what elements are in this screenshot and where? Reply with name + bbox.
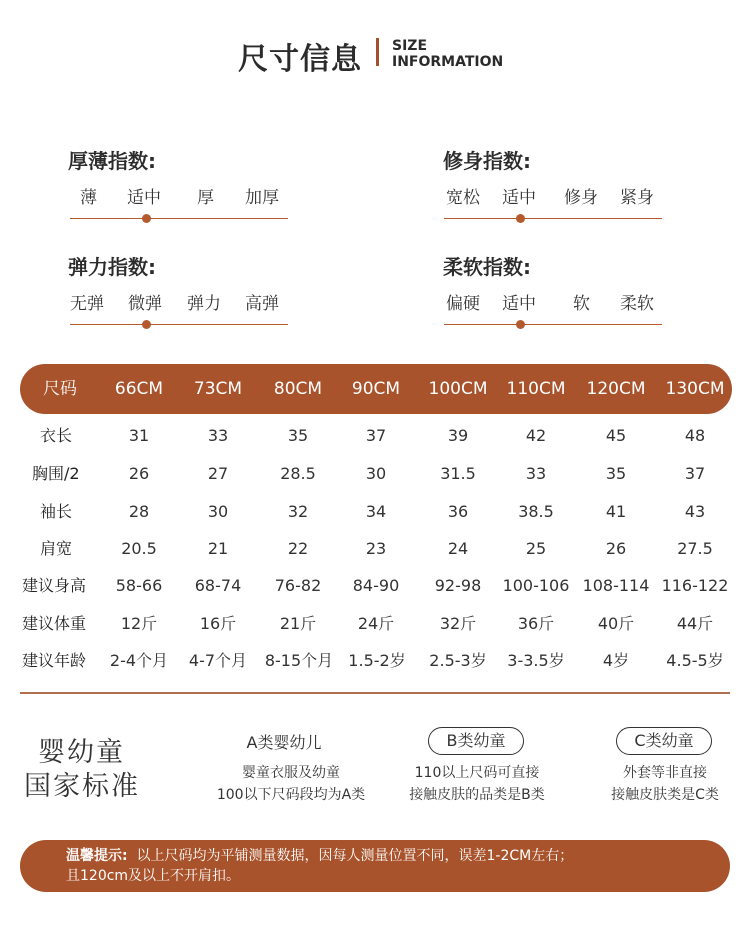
table-cell: 20.5 xyxy=(121,539,157,558)
thickness-option-thin: 薄 xyxy=(80,188,97,208)
thickness-option-medium: 适中 xyxy=(127,188,161,208)
table-cell: 16斤 xyxy=(199,614,237,633)
table-cell: 2.5-3岁 xyxy=(429,651,487,670)
row-label-chest: 胸围/2 xyxy=(32,464,80,483)
class-c-desc-line-1: 外套等非直接 xyxy=(623,765,707,781)
table-cell: 100-106 xyxy=(502,576,570,595)
table-cell: 33 xyxy=(207,426,229,445)
table-cell: 4.5-5岁 xyxy=(666,651,724,670)
elasticity-option-slight: 微弹 xyxy=(128,294,162,314)
table-cell: 8-15个月 xyxy=(264,651,334,670)
table-cell: 37 xyxy=(365,426,387,445)
class-b-desc-line-1: 110以上尺码可直接 xyxy=(414,765,540,781)
class-c-badge: C类幼童 xyxy=(616,727,712,755)
table-cell: 40斤 xyxy=(597,614,635,633)
elasticity-option-high: 高弹 xyxy=(245,294,279,314)
thickness-option-extra-thick: 加厚 xyxy=(245,188,279,208)
elasticity-option-elastic: 弹力 xyxy=(187,294,221,314)
table-cell: 24斤 xyxy=(357,614,395,633)
size-col-130: 130CM xyxy=(665,379,725,399)
fit-index-title: 修身指数: xyxy=(443,149,531,173)
softness-option-soft: 软 xyxy=(573,294,590,314)
table-cell: 76-82 xyxy=(274,576,322,595)
standard-title-line-1: 婴幼童 xyxy=(38,737,125,768)
table-cell: 4-7个月 xyxy=(188,651,248,670)
tip-text xyxy=(66,846,573,886)
elasticity-index-title: 弹力指数: xyxy=(68,255,156,279)
row-label-length: 衣长 xyxy=(40,426,73,445)
softness-index-title: 柔软指数: xyxy=(443,255,531,279)
tip-label: 温馨提示: xyxy=(66,848,128,864)
thickness-scale-line xyxy=(70,218,288,219)
table-cell: 21斤 xyxy=(279,614,317,633)
row-label-weight: 建议体重 xyxy=(22,614,87,633)
fit-option-tight: 紧身 xyxy=(620,188,654,208)
elasticity-scale-line xyxy=(70,324,288,325)
table-cell: 39 xyxy=(447,426,469,445)
table-cell: 32 xyxy=(287,502,309,521)
table-cell: 30 xyxy=(207,502,229,521)
table-cell: 42 xyxy=(525,426,547,445)
table-cell: 23 xyxy=(365,539,387,558)
subtitle-line-2: INFORMATION xyxy=(392,54,504,70)
table-cell: 116-122 xyxy=(661,576,729,595)
class-a-label: A类婴幼儿 xyxy=(246,733,322,752)
table-cell: 37 xyxy=(684,464,706,483)
table-cell: 22 xyxy=(287,539,309,558)
elasticity-option-none: 无弹 xyxy=(70,294,104,314)
table-cell: 35 xyxy=(287,426,309,445)
standard-title-line-2: 国家标准 xyxy=(24,771,140,802)
size-col-66: 66CM xyxy=(114,379,164,399)
size-col-100: 100CM xyxy=(428,379,488,399)
table-cell: 26 xyxy=(605,539,627,558)
row-label-sleeve: 袖长 xyxy=(40,502,73,521)
table-cell: 4岁 xyxy=(602,651,630,670)
class-c-description xyxy=(580,762,750,806)
size-col-90: 90CM xyxy=(351,379,401,399)
row-label-shoulder: 肩宽 xyxy=(40,539,73,558)
class-b-badge: B类幼童 xyxy=(428,727,524,755)
table-cell: 44斤 xyxy=(676,614,714,633)
table-cell: 32斤 xyxy=(439,614,477,633)
table-cell: 31.5 xyxy=(440,464,476,483)
size-col-120: 120CM xyxy=(586,379,646,399)
table-cell: 27.5 xyxy=(677,539,713,558)
table-cell: 68-74 xyxy=(194,576,242,595)
table-cell: 38.5 xyxy=(518,502,554,521)
size-header-label: 尺码 xyxy=(43,379,77,399)
class-b-description xyxy=(382,762,572,806)
thickness-selected-marker xyxy=(142,214,151,223)
fit-option-loose: 宽松 xyxy=(446,188,480,208)
class-b-desc-line-2: 接触皮肤的品类是B类 xyxy=(409,787,545,803)
table-cell: 28.5 xyxy=(280,464,316,483)
fit-option-slim: 修身 xyxy=(564,188,598,208)
row-label-height: 建议身高 xyxy=(22,576,87,595)
table-cell: 30 xyxy=(365,464,387,483)
table-cell: 34 xyxy=(365,502,387,521)
tip-line-1: 以上尺码均为平铺测量数据，因每人测量位置不同，误差1-2CM左右； xyxy=(136,848,574,864)
fit-selected-marker xyxy=(516,214,525,223)
softness-option-very-soft: 柔软 xyxy=(620,294,654,314)
page-subtitle xyxy=(392,38,503,70)
table-cell: 26 xyxy=(128,464,150,483)
size-col-110: 110CM xyxy=(506,379,566,399)
table-cell: 27 xyxy=(207,464,229,483)
class-a-desc-line-1: 婴童衣服及幼童 xyxy=(242,765,340,781)
table-cell: 36斤 xyxy=(517,614,555,633)
fit-option-regular: 适中 xyxy=(502,188,536,208)
table-cell: 24 xyxy=(447,539,469,558)
class-a-description xyxy=(196,762,386,806)
table-cell: 41 xyxy=(605,502,627,521)
table-cell: 48 xyxy=(684,426,706,445)
table-cell: 92-98 xyxy=(434,576,482,595)
table-cell: 2-4个月 xyxy=(109,651,169,670)
table-cell: 43 xyxy=(684,502,706,521)
tip-line-2: 且120cm及以上不开肩扣。 xyxy=(66,868,241,884)
table-cell: 28 xyxy=(128,502,150,521)
table-cell: 36 xyxy=(447,502,469,521)
table-cell: 12斤 xyxy=(120,614,158,633)
title-divider xyxy=(376,38,379,66)
table-cell: 45 xyxy=(605,426,627,445)
row-label-age: 建议年龄 xyxy=(22,651,87,670)
subtitle-line-1: SIZE xyxy=(392,38,428,54)
section-divider xyxy=(20,692,730,694)
elasticity-selected-marker xyxy=(142,320,151,329)
table-cell: 21 xyxy=(207,539,229,558)
table-cell: 3-3.5岁 xyxy=(507,651,565,670)
softness-scale-line xyxy=(444,324,662,325)
table-cell: 25 xyxy=(525,539,547,558)
table-cell: 35 xyxy=(605,464,627,483)
thickness-index-title: 厚薄指数: xyxy=(68,149,156,173)
table-cell: 33 xyxy=(525,464,547,483)
table-cell: 1.5-2岁 xyxy=(348,651,406,670)
class-c-desc-line-2: 接触皮肤类是C类 xyxy=(611,787,719,803)
fit-scale-line xyxy=(444,218,662,219)
table-cell: 31 xyxy=(128,426,150,445)
table-cell: 58-66 xyxy=(115,576,163,595)
page-title: 尺寸信息 xyxy=(238,42,362,77)
table-cell: 84-90 xyxy=(352,576,400,595)
softness-selected-marker xyxy=(516,320,525,329)
thickness-option-thick: 厚 xyxy=(197,188,214,208)
softness-option-hard: 偏硬 xyxy=(446,294,480,314)
size-col-80: 80CM xyxy=(273,379,323,399)
softness-option-medium: 适中 xyxy=(502,294,536,314)
class-a-desc-line-2: 100以下尺码段均为A类 xyxy=(216,787,366,803)
table-cell: 108-114 xyxy=(582,576,650,595)
size-col-73: 73CM xyxy=(193,379,243,399)
